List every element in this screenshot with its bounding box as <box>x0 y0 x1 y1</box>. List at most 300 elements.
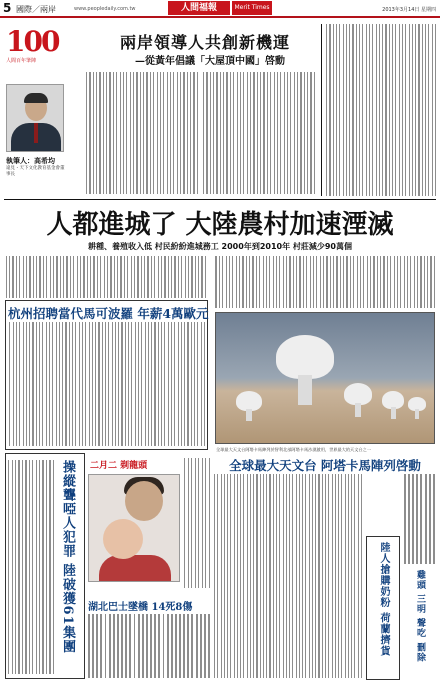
body-text-line <box>382 24 383 196</box>
body-text-line <box>183 72 184 194</box>
lead-body-col-1 <box>86 72 198 194</box>
body-text-line <box>270 72 271 194</box>
body-text-line <box>141 256 142 298</box>
body-text-line <box>314 72 315 194</box>
body-text-line <box>306 256 307 308</box>
body-text-line <box>407 256 408 308</box>
body-text-line <box>118 322 119 446</box>
body-text-line <box>222 256 223 308</box>
body-text-line <box>190 72 191 194</box>
body-text-line <box>346 256 347 308</box>
body-text-line <box>56 322 57 446</box>
body-text-line <box>315 474 316 678</box>
body-text-line <box>26 256 27 298</box>
feature-label: 二月二 剃龍頭 <box>90 461 148 471</box>
body-text-line <box>49 322 50 446</box>
body-text-line <box>214 474 215 678</box>
body-text-line <box>171 322 172 446</box>
body-text-line <box>328 474 329 678</box>
body-text-line <box>100 614 102 678</box>
body-text-line <box>154 614 156 678</box>
body-text-line <box>198 458 199 588</box>
body-text-line <box>187 614 189 678</box>
body-text-line <box>128 322 129 446</box>
body-text-line <box>151 256 152 298</box>
body-text-line <box>97 256 98 298</box>
body-text-line <box>343 256 344 308</box>
body-text-line <box>143 72 144 194</box>
body-text-line <box>256 474 257 678</box>
body-text-line <box>75 322 76 446</box>
body-text-line <box>273 474 274 678</box>
body-text-line <box>313 256 314 308</box>
body-text-line <box>276 256 277 308</box>
newspaper-logo: 人間福報 <box>168 1 230 15</box>
body-text-line <box>273 256 274 308</box>
body-text-line <box>87 256 88 298</box>
body-text-line <box>267 72 268 194</box>
body-text-line <box>49 460 50 674</box>
body-text-line <box>163 72 164 194</box>
body-text-line <box>269 474 270 678</box>
body-text-line <box>15 460 16 674</box>
body-text-line <box>369 24 370 196</box>
body-text-line <box>312 474 313 678</box>
body-text-line <box>123 72 124 194</box>
body-text-line <box>260 72 261 194</box>
body-text-line <box>8 460 9 674</box>
body-text-line <box>345 474 346 678</box>
body-text-line <box>204 614 206 678</box>
body-text-line <box>418 24 419 196</box>
lead-subheadline: —從黃年倡議「大屋頂中國」啓動 <box>135 56 285 67</box>
body-text-line <box>269 256 270 308</box>
body-text-line <box>237 474 238 678</box>
body-text-line <box>53 460 54 674</box>
body-text-line <box>170 72 171 194</box>
body-text-line <box>325 474 326 678</box>
body-text-line <box>136 72 137 194</box>
body-text-line <box>326 256 327 308</box>
column-logo <box>6 27 76 65</box>
body-text-line <box>184 322 185 446</box>
body-text-line <box>253 72 254 194</box>
body-text-line <box>404 256 405 308</box>
column-divider <box>321 24 322 196</box>
body-text-line <box>99 72 100 194</box>
body-text-line <box>201 256 202 298</box>
body-text-line <box>290 72 291 194</box>
milk-headline: 陸人搶購奶粉 荷蘭擠貨 <box>378 542 389 657</box>
body-text-line <box>85 322 86 446</box>
body-text-line <box>257 72 258 194</box>
body-text-line <box>332 474 333 678</box>
body-text-line <box>168 256 169 298</box>
body-text-line <box>414 256 415 308</box>
body-text-line <box>197 322 198 446</box>
body-text-line <box>246 256 247 308</box>
body-text-line <box>266 474 267 678</box>
body-text-line <box>125 614 127 678</box>
body-text-line <box>433 474 435 564</box>
body-text-line <box>333 256 334 308</box>
body-text-line <box>434 256 435 308</box>
body-text-line <box>70 256 71 298</box>
body-text-line <box>158 614 160 678</box>
body-text-line <box>353 256 354 308</box>
body-text-line <box>42 460 43 674</box>
body-text-line <box>240 72 241 194</box>
body-text-line <box>399 24 400 196</box>
body-text-line <box>256 256 257 308</box>
body-text-line <box>6 256 7 298</box>
body-text-line <box>358 474 359 678</box>
main-headline: 人都進城了 大陸農村加速湮滅 <box>46 210 394 240</box>
body-text-line <box>232 256 233 308</box>
lead-body-col-3 <box>326 24 436 196</box>
body-text-line <box>109 614 111 678</box>
body-text-line <box>310 72 311 194</box>
body-text-line <box>215 256 216 308</box>
body-text-line <box>213 72 214 194</box>
observatory-photo <box>215 312 435 444</box>
body-text-line <box>187 322 188 446</box>
body-text-line <box>92 322 93 446</box>
body-text-line <box>247 474 248 678</box>
body-text-line <box>39 460 40 674</box>
body-text-line <box>19 256 20 298</box>
body-text-line <box>163 614 165 678</box>
body-text-line <box>250 72 251 194</box>
body-text-line <box>206 72 207 194</box>
body-text-line <box>112 322 113 446</box>
body-text-line <box>188 256 189 298</box>
body-text-line <box>124 256 125 298</box>
body-text-line <box>263 256 264 308</box>
body-text-line <box>318 474 319 678</box>
body-text-line <box>50 256 51 298</box>
body-text-line <box>260 474 261 678</box>
body-text-line <box>221 474 222 678</box>
body-text-line <box>363 256 364 308</box>
body-text-line <box>229 256 230 308</box>
body-text-line <box>105 614 107 678</box>
body-text-line <box>360 256 361 308</box>
body-text-line <box>56 256 57 298</box>
body-text-line <box>335 474 336 678</box>
body-text-line <box>13 322 14 446</box>
body-text-line <box>420 256 421 308</box>
body-text-line <box>339 24 340 196</box>
body-text-line <box>103 72 104 194</box>
newspaper-logo-en: Merit Times <box>232 1 272 15</box>
body-text-line <box>150 72 151 194</box>
body-text-line <box>352 24 353 196</box>
body-text-line <box>184 458 185 588</box>
body-text-line <box>346 24 347 196</box>
body-text-line <box>177 72 178 194</box>
body-text-line <box>410 256 411 308</box>
body-text-line <box>174 322 175 446</box>
body-text-line <box>234 474 235 678</box>
body-text-line <box>296 474 297 678</box>
body-text-line <box>29 460 30 674</box>
body-text-line <box>69 322 70 446</box>
body-text-line <box>117 256 118 298</box>
body-text-line <box>194 322 195 446</box>
body-text-line <box>201 322 202 446</box>
body-text-line <box>200 614 202 678</box>
body-text-line <box>297 72 298 194</box>
body-text-line <box>279 256 280 308</box>
feature-body <box>184 458 210 588</box>
body-text-line <box>336 24 337 196</box>
body-text-line <box>89 322 90 446</box>
body-text-line <box>110 256 111 298</box>
body-text-line <box>377 256 378 308</box>
body-text-line <box>252 256 253 308</box>
body-text-line <box>146 614 148 678</box>
body-text-line <box>29 322 30 446</box>
body-text-line <box>46 256 47 298</box>
body-text-line <box>120 256 121 298</box>
body-text-line <box>168 322 169 446</box>
body-text-line <box>36 322 37 446</box>
body-text-line <box>354 474 355 678</box>
body-text-line <box>135 322 136 446</box>
body-text-line <box>89 72 90 194</box>
body-text-line <box>116 72 117 194</box>
body-text-line <box>239 256 240 308</box>
body-text-line <box>283 474 284 678</box>
body-text-line <box>114 256 115 298</box>
body-text-line <box>263 474 264 678</box>
body-text-line <box>134 256 135 298</box>
body-text-line <box>326 24 327 196</box>
body-text-line <box>380 256 381 308</box>
body-text-line <box>106 72 107 194</box>
body-text-line <box>296 256 297 308</box>
body-text-line <box>361 474 362 678</box>
body-text-line <box>102 322 103 446</box>
body-text-line <box>12 256 13 298</box>
body-text-line <box>43 256 44 298</box>
body-text-line <box>323 256 324 308</box>
column-logo-digits: 100 <box>6 25 59 58</box>
body-text-line <box>289 256 290 308</box>
body-text-line <box>113 614 115 678</box>
column-logo-caption: 人間百年筆陣 <box>6 58 37 64</box>
body-text-line <box>405 24 406 196</box>
body-text-line <box>276 474 277 678</box>
body-text-line <box>82 322 83 446</box>
lead-headline: 兩岸領導人共創新機運 <box>119 33 290 52</box>
body-text-line <box>283 256 284 308</box>
body-text-line <box>153 72 154 194</box>
body-text-line <box>422 24 423 196</box>
body-text-line <box>193 72 194 194</box>
body-text-line <box>397 256 398 308</box>
page-number: 5 <box>3 1 12 15</box>
body-text-line <box>356 24 357 196</box>
body-text-line <box>158 256 159 298</box>
body-text-line <box>73 256 74 298</box>
body-text-line <box>424 256 425 308</box>
body-text-line <box>157 72 158 194</box>
body-text-line <box>293 256 294 308</box>
body-text-line <box>224 474 225 678</box>
body-text-line <box>36 460 37 674</box>
body-text-line <box>387 256 388 308</box>
body-text-line <box>46 322 47 446</box>
body-text-line <box>158 322 159 446</box>
body-text-line <box>302 474 303 678</box>
body-text-line <box>108 322 109 446</box>
body-text-line <box>183 614 185 678</box>
body-text-line <box>280 72 281 194</box>
body-text-line <box>202 458 203 588</box>
body-text-line <box>42 322 43 446</box>
body-text-line <box>383 256 384 308</box>
body-text-line <box>408 474 410 564</box>
body-text-line <box>390 256 391 308</box>
body-text-line <box>72 322 73 446</box>
body-text-line <box>19 322 20 446</box>
body-text-line <box>350 256 351 308</box>
body-text-line <box>197 72 198 194</box>
main-body-right <box>215 256 435 308</box>
body-text-line <box>376 24 377 196</box>
body-text-line <box>300 72 301 194</box>
body-text-line <box>129 614 131 678</box>
body-text-line <box>167 72 168 194</box>
body-text-line <box>181 256 182 298</box>
body-text-line <box>217 474 218 678</box>
body-text-line <box>32 322 33 446</box>
hangzhou-headline: 杭州招聘當代馬可波羅 年薪4萬歐元 <box>8 306 209 321</box>
body-text-line <box>113 72 114 194</box>
issue-date: 2013年3月14日 星期四 <box>382 7 436 13</box>
body-text-line <box>144 256 145 298</box>
body-text-line <box>9 256 10 298</box>
body-text-line <box>400 256 401 308</box>
body-text-line <box>196 614 198 678</box>
body-text-line <box>351 474 352 678</box>
body-text-line <box>141 322 142 446</box>
body-text-line <box>107 256 108 298</box>
body-text-line <box>96 614 98 678</box>
body-text-line <box>435 24 436 196</box>
body-text-line <box>402 24 403 196</box>
body-text-line <box>23 256 24 298</box>
body-text-line <box>392 24 393 196</box>
body-text-line <box>263 72 264 194</box>
body-text-line <box>109 72 110 194</box>
body-text-line <box>188 458 189 588</box>
body-text-line <box>26 322 27 446</box>
body-text-line <box>80 256 81 298</box>
body-text-line <box>226 256 227 308</box>
body-text-line <box>409 24 410 196</box>
body-text-line <box>230 474 231 678</box>
body-text-line <box>39 256 40 298</box>
body-text-line <box>389 24 390 196</box>
body-text-line <box>130 72 131 194</box>
body-text-line <box>126 72 127 194</box>
body-text-line <box>138 322 139 446</box>
body-text-line <box>93 72 94 194</box>
body-text-line <box>307 72 308 194</box>
body-text-line <box>343 24 344 196</box>
body-text-line <box>120 72 121 194</box>
body-text-line <box>309 474 310 678</box>
body-text-line <box>366 24 367 196</box>
body-text-line <box>208 614 210 678</box>
body-text-line <box>243 72 244 194</box>
body-text-line <box>322 474 323 678</box>
body-text-line <box>428 24 429 196</box>
body-text-line <box>338 474 339 678</box>
body-text-line <box>150 614 152 678</box>
body-text-line <box>226 72 227 194</box>
body-text-line <box>83 256 84 298</box>
body-text-line <box>121 322 122 446</box>
author-name: 執筆人：高希均 <box>6 157 55 165</box>
body-text-line <box>171 256 172 298</box>
body-text-line <box>316 256 317 308</box>
body-text-line <box>209 458 210 588</box>
body-text-line <box>370 256 371 308</box>
body-text-line <box>274 72 275 194</box>
body-text-line <box>96 72 97 194</box>
body-text-line <box>115 322 116 446</box>
right-edge-body <box>403 474 435 564</box>
body-text-line <box>187 72 188 194</box>
body-text-line <box>292 474 293 678</box>
body-text-line <box>219 256 220 308</box>
body-text-line <box>100 256 101 298</box>
observatory-body <box>214 474 362 678</box>
body-text-line <box>147 256 148 298</box>
body-text-line <box>191 256 192 298</box>
body-text-line <box>349 24 350 196</box>
body-text-line <box>359 24 360 196</box>
body-text-line <box>367 256 368 308</box>
body-text-line <box>173 72 174 194</box>
body-text-line <box>142 614 144 678</box>
lead-body-col-2 <box>203 72 315 194</box>
body-text-line <box>259 256 260 308</box>
haircut-photo <box>88 474 180 582</box>
body-text-line <box>223 72 224 194</box>
masthead <box>0 0 440 18</box>
body-text-line <box>160 72 161 194</box>
body-text-line <box>22 460 23 674</box>
body-text-line <box>404 474 406 564</box>
body-text-line <box>179 614 181 678</box>
body-text-line <box>140 72 141 194</box>
right-edge-headline: 雞頭 三明 聲吃 刪除 <box>415 570 425 663</box>
body-text-line <box>62 322 63 446</box>
body-text-line <box>39 322 40 446</box>
body-text-line <box>287 72 288 194</box>
body-text-line <box>185 256 186 298</box>
body-text-line <box>79 322 80 446</box>
body-text-line <box>161 256 162 298</box>
observatory-headline: 全球最大天文台 阿塔卡馬陣列啓動 <box>229 458 421 473</box>
body-text-line <box>131 322 132 446</box>
hubei-body <box>88 614 210 678</box>
